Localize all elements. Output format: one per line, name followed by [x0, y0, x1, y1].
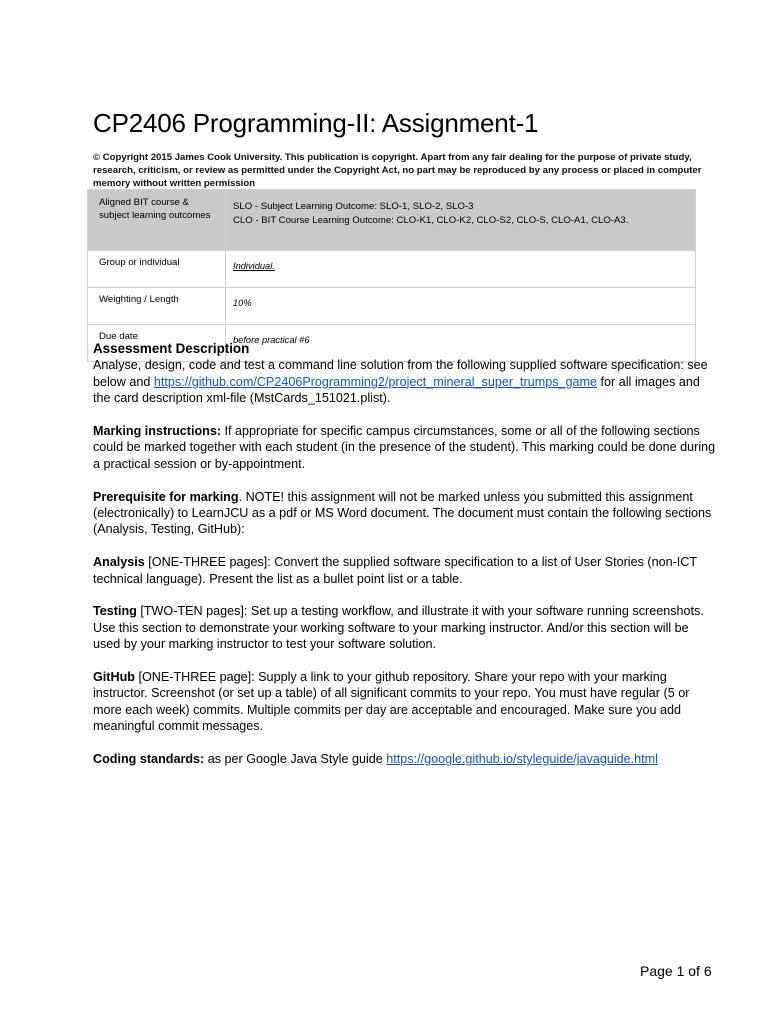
due-date-label: Due date — [88, 325, 226, 362]
marking-label: Marking instructions: — [93, 424, 222, 439]
coding-label: Coding standards: — [93, 752, 205, 767]
assessment-text: Analyse, design, code and test a command line solution from the following supplied software specification: see below and — [93, 358, 708, 389]
document-body — [93, 341, 718, 784]
style-guide-link[interactable]: https://google.github.io/styleguide/javaguide.html — [386, 752, 658, 767]
weighting-value: 10% — [226, 288, 696, 325]
testing-paragraph — [93, 603, 718, 652]
coding-paragraph — [93, 751, 718, 767]
prerequisite-text: . NOTE! this assignment will not be marked unless you submitted this assignment (electronically) to LearnJCU as a pdf or MS Word document. The document must contain the following sections (Analysis, Testing, GitHub): — [93, 489, 712, 537]
group-label: Group or individual — [88, 251, 226, 288]
table-header-row — [88, 190, 696, 251]
assessment-heading: Assessment Description — [93, 341, 250, 356]
testing-text: [TWO-TEN pages]: Set up a testing workflow, and illustrate it with your software running screenshots. Use this section to demonstrate your working software to your marking instructor. And/or this section will be used by your marking instructor to test your software solution. — [93, 604, 704, 652]
group-value-text: Individual. — [233, 261, 275, 271]
marking-text: If appropriate for specific campus circumstances, some or all of the following sections could be marked together with each student (in the presence of the student). This marking could be done during a practical session or by-appointment. — [93, 424, 716, 471]
table-row — [88, 251, 696, 288]
github-label: GitHub — [93, 670, 135, 685]
analysis-paragraph — [93, 554, 718, 587]
table-row — [88, 288, 696, 325]
slo-text: SLO - Subject Learning Outcome: SLO-1, SLO-2, SLO-3 — [233, 201, 474, 212]
coding-text: as per Google Java Style guide — [204, 752, 387, 767]
due-date-value: before practical #6 — [226, 325, 696, 362]
assessment-text-after: for all images and the card description xml-file (MstCards_151021.plist). — [93, 374, 700, 406]
assessment-paragraph — [93, 357, 718, 406]
analysis-text: [ONE-THREE pages]: Convert the supplied software specification to a list of User Stories (non-ICT technical language). Present the list as a bullet point list or a table. — [93, 555, 697, 586]
marking-paragraph — [93, 423, 718, 472]
prerequisite-label: Prerequisite for marking — [93, 489, 239, 504]
clo-text: CLO - BIT Course Learning Outcome: CLO-K1, CLO-K2, CLO-S2, CLO-S, CLO-A1, CLO-A3. — [233, 215, 629, 226]
prerequisite-paragraph — [93, 489, 718, 538]
github-paragraph — [93, 669, 718, 735]
github-text: [ONE-THREE page]: Supply a link to your github repository. Share your repo with your marking instructor. Screenshot (or set up a table) of all significant commits to your repo. You must have regular (5 or more each week) commits. Multiple commits per day are acceptable and encouraged. Make sure you add meaningful commit messages. — [93, 670, 690, 734]
github-project-link[interactable]: https://github.com/CP2406Programming2/project_mineral_super_trumps_game — [153, 374, 598, 389]
outcomes-value — [226, 190, 696, 251]
testing-label: Testing — [93, 604, 137, 619]
page-number: Page 1 of 6 — [640, 963, 712, 979]
outcomes-label: Aligned BIT course & subject learning outcomes — [88, 190, 226, 251]
page-title: CP2406 Programming-II: Assignment-1 — [93, 108, 539, 138]
copyright-notice: © Copyright 2015 James Cook University. This publication is copyright. Apart from any fair dealing for the purpose of private study, research, criticism, or review as permitted under the Copyright Act, no part may be reproduced by any process or placed in computer memory without written permission — [93, 152, 702, 190]
assignment-info-table — [87, 189, 696, 362]
group-value — [226, 251, 696, 288]
analysis-label: Analysis — [93, 555, 145, 570]
weighting-label: Weighting / Length — [88, 288, 226, 325]
